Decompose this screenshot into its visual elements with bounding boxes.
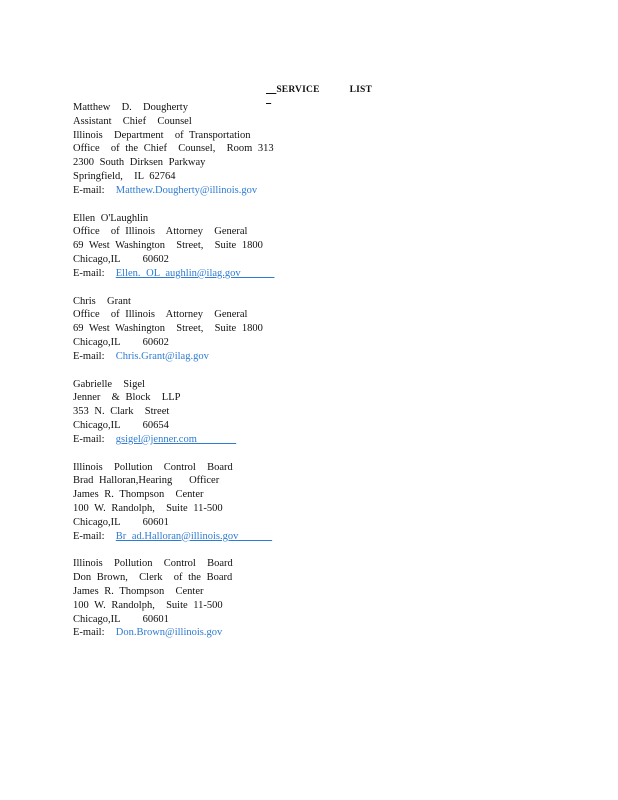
email-line <box>73 433 433 447</box>
entry-line: 100 W. Randolph, Suite 11-500 <box>73 599 223 611</box>
service-entry <box>73 461 433 544</box>
service-entry <box>73 295 433 364</box>
email-link[interactable]: Chris.Grant@ilag.gov <box>115 350 209 362</box>
entry-line: James R. Thompson Center <box>73 489 204 501</box>
entry-line: Springfield, IL 62764 <box>73 170 176 182</box>
email-link[interactable]: Ellen. OL aughlin@ilag.gov <box>115 267 275 279</box>
entry-line: Gabrielle Sigel <box>73 378 145 390</box>
email-line <box>73 626 433 640</box>
entry-line: Assistant Chief Counsel <box>73 115 192 127</box>
service-entry <box>73 378 433 447</box>
service-list <box>73 101 433 654</box>
entry-line: 69 West Washington Street, Suite 1800 <box>73 240 263 252</box>
entry-line: Illinois Department of Transportation <box>73 129 251 141</box>
entry-line: Jenner & Block LLP <box>73 392 181 404</box>
entry-line: Chicago,IL 60601 <box>73 516 169 528</box>
email-line <box>73 184 433 198</box>
entry-line: Illinois Pollution Control Board <box>73 461 233 473</box>
email-link[interactable]: Br ad.Halloran@illinois.gov <box>115 530 273 542</box>
entry-line: Chicago,IL 60602 <box>73 336 169 348</box>
entry-line: Chicago,IL 60654 <box>73 419 169 431</box>
entry-line: James R. Thompson Center <box>73 585 204 597</box>
email-line <box>73 350 433 364</box>
email-link[interactable]: Don.Brown@illinois.gov <box>115 627 223 639</box>
entry-line: 2300 South Dirksen Parkway <box>73 157 206 169</box>
title-word-list: LIST <box>349 85 373 95</box>
entry-line: Office of Illinois Attorney General <box>73 309 248 321</box>
entry-line: Matthew D. Dougherty <box>73 102 188 113</box>
email-line <box>73 267 433 281</box>
entry-line: 100 W. Randolph, Suite 11-500 <box>73 502 223 514</box>
entry-line: Office of the Chief Counsel, Room 313 <box>73 143 274 155</box>
email-link[interactable]: gsigel@jenner.com <box>115 433 237 445</box>
email-label: E-mail: <box>73 627 105 639</box>
email-label: E-mail: <box>73 184 105 196</box>
email-line <box>73 530 433 544</box>
entry-line: Chris Grant <box>73 295 131 307</box>
entry-line: Chicago,IL 60601 <box>73 613 169 625</box>
email-label: E-mail: <box>73 267 105 279</box>
entry-line: Office of Illinois Attorney General <box>73 226 248 238</box>
entry-line: Don Brown, Clerk of the Board <box>73 572 233 584</box>
email-label: E-mail: <box>73 433 105 445</box>
email-link[interactable]: Matthew.Dougherty@illinois.gov <box>115 184 258 196</box>
email-label: E-mail: <box>73 350 105 362</box>
service-entry <box>73 212 433 281</box>
entry-line: Illinois Pollution Control Board <box>73 558 233 570</box>
email-label: E-mail: <box>73 530 105 542</box>
entry-line: Brad Halloran,Hearing Officer <box>73 475 220 487</box>
entry-line: 353 N. Clark Street <box>73 406 170 418</box>
entry-line: Ellen O'Laughlin <box>73 212 149 224</box>
title-word-service: SERVICE <box>276 85 320 95</box>
entry-line: Chicago,IL 60602 <box>73 253 169 265</box>
entry-line: 69 West Washington Street, Suite 1800 <box>73 323 263 335</box>
service-entry <box>73 101 433 198</box>
service-entry <box>73 557 433 640</box>
